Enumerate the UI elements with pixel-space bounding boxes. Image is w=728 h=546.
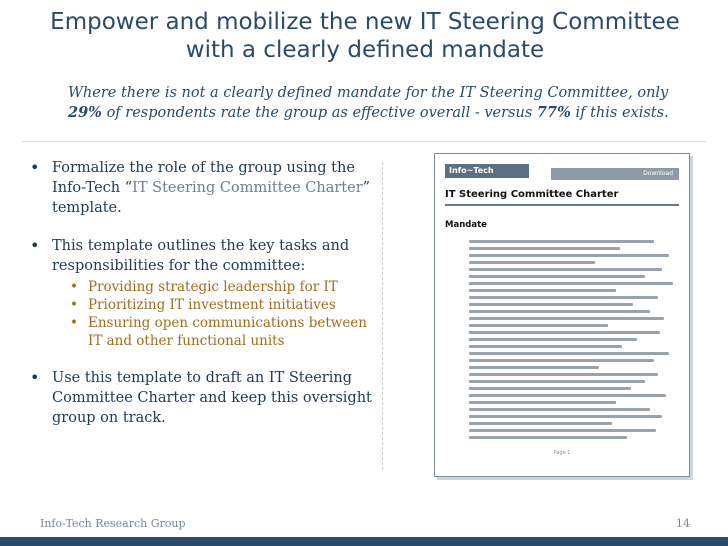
doc-text-line [469, 275, 645, 278]
column-separator [382, 162, 383, 470]
doc-text-line [469, 387, 631, 390]
title-line-1: Empower and mobilize the new IT Steering Committee [50, 9, 680, 35]
bullet-outlines [28, 236, 373, 350]
doc-text-line [469, 240, 654, 243]
doc-text-line [469, 247, 620, 250]
doc-text-line [469, 310, 650, 313]
subtitle-pct-77: 77% [536, 104, 571, 121]
subtitle-pct-29: 29% [68, 104, 102, 121]
doc-text-line [469, 436, 627, 439]
doc-text-line [469, 380, 645, 383]
title-line-2: with a clearly defined mandate [185, 37, 545, 63]
sub-bullet-list [52, 278, 373, 350]
divider [22, 141, 706, 142]
doc-text-line [469, 401, 616, 404]
doc-text-line [469, 324, 608, 327]
bottom-bar [0, 537, 728, 546]
doc-text-line [469, 261, 595, 264]
sub-bullet-communications: • Ensuring open communications between IT and other functional units [70, 314, 373, 350]
doc-heading: Mandate [445, 220, 487, 230]
bullet-formalize [28, 158, 373, 218]
subtitle-text-3: if this exists. [575, 105, 669, 121]
subtitle-text-1: Where there is not a clearly defined mandate for the IT Steering Committee, only [68, 85, 669, 101]
page-number: 14 [676, 517, 690, 530]
doc-text-line [469, 345, 622, 348]
doc-page-label: Page 1 [553, 450, 571, 456]
doc-text-line [469, 254, 669, 257]
doc-body-lines [469, 240, 679, 443]
sub-bullet-strategic: • Providing strategic leadership for IT [70, 278, 373, 296]
doc-text-line [469, 422, 612, 425]
doc-text-line [469, 303, 633, 306]
doc-text-line [469, 331, 660, 334]
subtitle-text-2: of respondents rate the group as effective overall - versus [106, 105, 533, 121]
doc-text-line [469, 429, 656, 432]
doc-text-line [469, 394, 666, 397]
doc-text-line [469, 415, 662, 418]
bullet-outlines-text: This template outlines the key tasks and responsibilities for the committee: [52, 238, 350, 274]
bullet-list [28, 158, 373, 446]
doc-title: IT Steering Committee Charter [445, 189, 619, 200]
doc-text-line [469, 338, 637, 341]
footer-company: Info-Tech Research Group [40, 517, 186, 530]
slide-title [40, 8, 690, 64]
bullet-formalize-text-1: Formalize the role of the group using the Info-Tech “ [52, 160, 355, 196]
bullet-formalize-text-2: ” template. [52, 180, 371, 216]
doc-text-line [469, 289, 616, 292]
bullet-use-template [28, 368, 373, 428]
doc-text-line [469, 296, 658, 299]
doc-text-line [469, 352, 669, 355]
charter-link[interactable]: IT Steering Committee Charter [132, 180, 363, 196]
doc-text-line [469, 408, 650, 411]
doc-text-line [469, 373, 658, 376]
subtitle [68, 83, 698, 123]
document-preview[interactable] [434, 153, 690, 477]
doc-download-bar[interactable]: Download [551, 168, 679, 180]
sub-bullet-prioritizing: • Prioritizing IT investment initiatives [70, 296, 373, 314]
doc-logo: Info~Tech [445, 164, 529, 178]
doc-text-line [469, 268, 662, 271]
doc-title-rule [445, 204, 679, 206]
doc-text-line [469, 282, 673, 285]
doc-text-line [469, 359, 654, 362]
doc-text-line [469, 366, 599, 369]
doc-text-line [469, 317, 664, 320]
bullet-use-template-text: Use this template to draft an IT Steering Committee Charter and keep this oversight group on track. [52, 370, 372, 426]
